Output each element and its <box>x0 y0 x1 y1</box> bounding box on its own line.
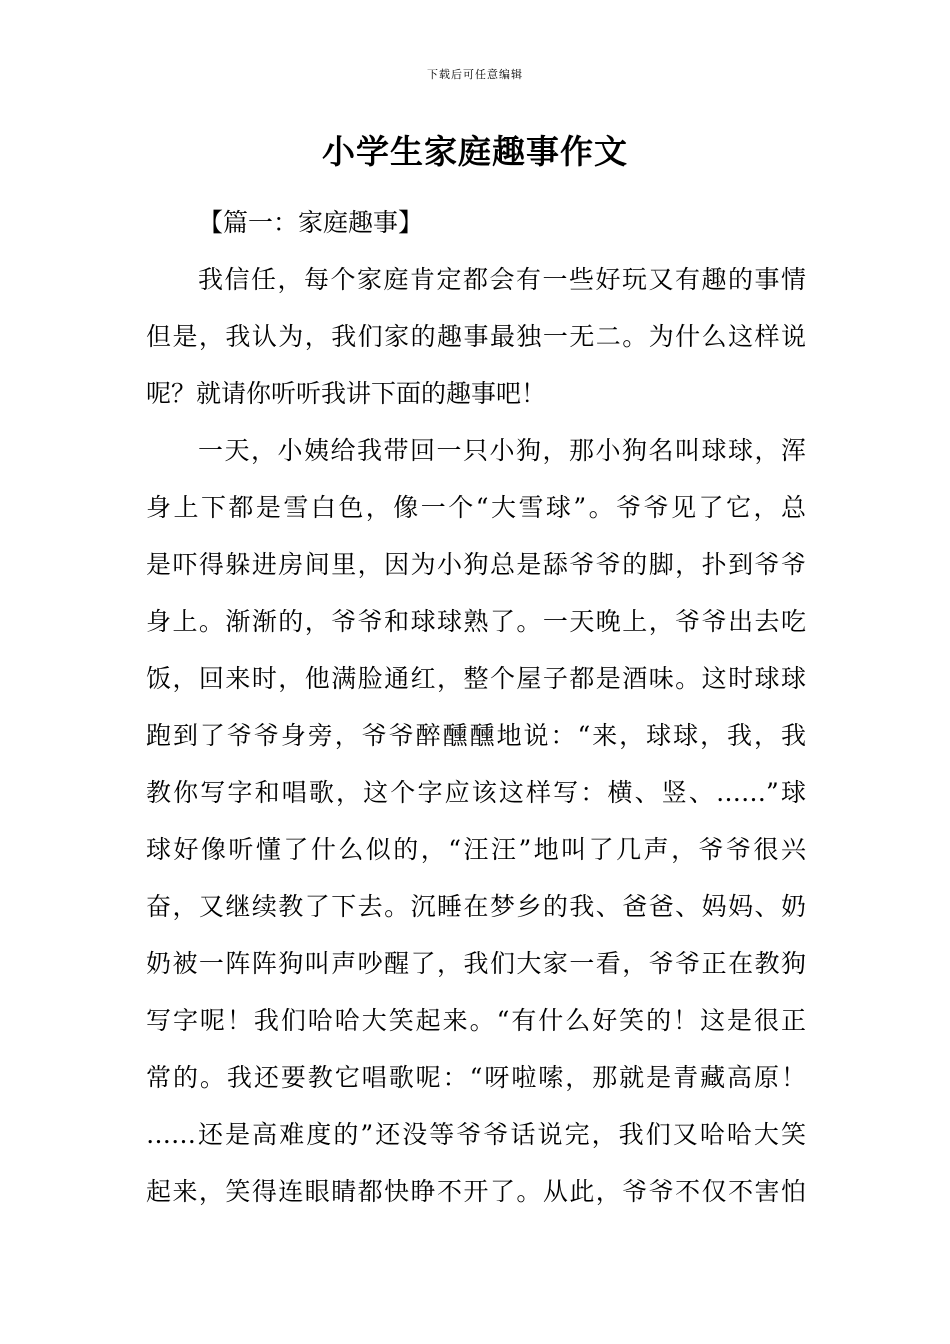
paragraph-line: 教你写字和唱歌，这个字应该这样写：横、竖、……”球 <box>146 778 806 807</box>
paragraph-line: 常的。我还要教它唱歌呢：“呀啦嗦，那就是青藏高原！ <box>146 1063 806 1092</box>
page-title: 小学生家庭趣事作文 <box>322 132 628 171</box>
paragraph-line: ……还是高难度的”还没等爷爷话说完，我们又哈哈大笑 <box>146 1120 806 1149</box>
paragraph-line: 但是，我认为，我们家的趣事最独一无二。为什么这样说 <box>146 322 806 351</box>
paragraph-line: 我信任，每个家庭肯定都会有一些好玩又有趣的事情 <box>198 265 806 294</box>
paragraph-line: 是吓得躲进房间里，因为小狗总是舔爷爷的脚，扑到爷爷 <box>146 550 806 579</box>
paragraph-line: 身上。渐渐的，爷爷和球球熟了。一天晚上，爷爷出去吃 <box>146 607 806 636</box>
paragraph-line: 饭，回来时，他满脸通红，整个屋子都是酒味。这时球球 <box>146 664 806 693</box>
paragraph-line: 写字呢！我们哈哈大笑起来。“有什么好笑的！这是很正 <box>146 1006 806 1035</box>
paragraph-line: 奋，又继续教了下去。沉睡在梦乡的我、爸爸、妈妈、奶 <box>146 892 806 921</box>
header-note: 下载后可任意编辑 <box>427 68 523 81</box>
paragraph-line: 身上下都是雪白色，像一个“大雪球”。爷爷见了它，总 <box>146 493 806 522</box>
paragraph-line: 一天，小姨给我带回一只小狗，那小狗名叫球球，浑 <box>198 436 806 465</box>
paragraph-line: 起来，笑得连眼睛都快睁不开了。从此，爷爷不仅不害怕 <box>146 1177 806 1206</box>
paragraph-line: 球好像听懂了什么似的，“汪汪”地叫了几声，爷爷很兴 <box>146 835 806 864</box>
paragraph-line: 呢？就请你听听我讲下面的趣事吧！ <box>146 379 547 408</box>
paragraph-line: 跑到了爷爷身旁，爷爷醉醺醺地说：“来，球球，我，我 <box>146 721 806 750</box>
paragraph-line: 奶被一阵阵狗叫声吵醒了，我们大家一看，爷爷正在教狗 <box>146 949 806 978</box>
section-heading: 【篇一：家庭趣事】 <box>198 208 424 237</box>
